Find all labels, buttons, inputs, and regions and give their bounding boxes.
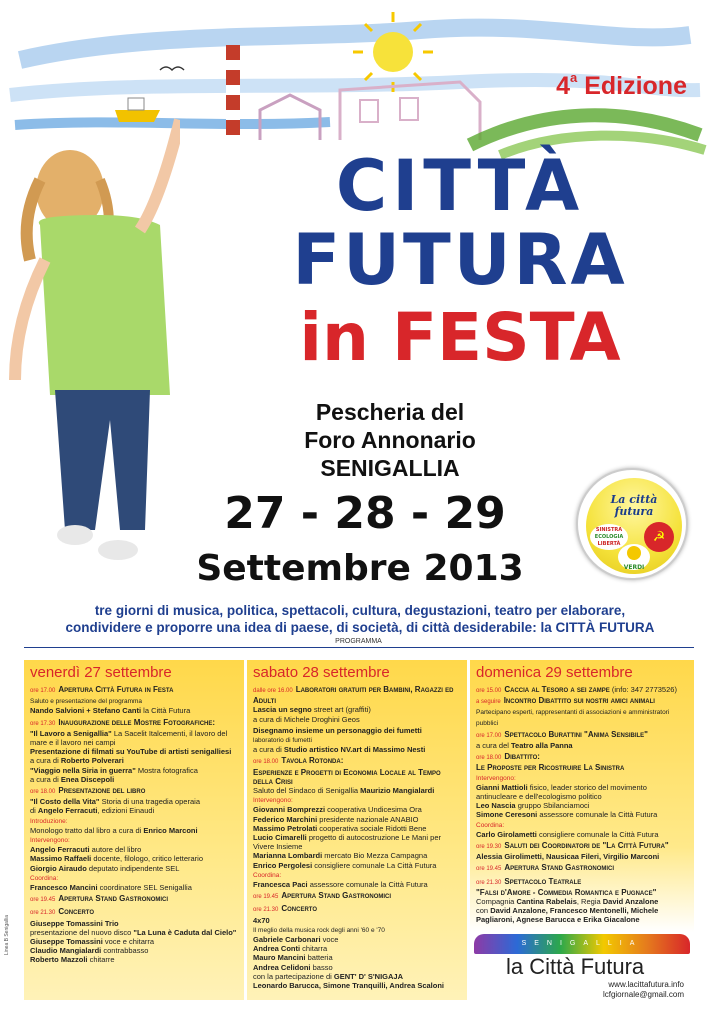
tagline-line-1: tre giorni di musica, politica, spettacoli, cultura, degustazioni, teatro per elaborare, [94,603,626,618]
entry-name: Enrico Pergolesi [253,860,313,870]
program-entry [476,820,688,830]
edition-suffix: a [570,70,578,85]
entry-heading: Le Proposte per Ricostruire La Sinistra [476,763,625,773]
entry-text: (info: 347 2773526) [609,685,677,694]
program-entry [30,854,238,863]
entry-time: ore 21.30 [476,879,502,886]
program-entry [253,972,461,981]
verdi-label: VERDI [623,564,645,571]
program-entry [30,845,238,854]
entry-heading: Concerto [58,907,95,917]
program-entry [476,730,688,741]
program-entry [30,946,238,955]
sel-line-1: SINISTRA [595,527,623,533]
entry-time: ore 18.00 [476,755,502,762]
entry-name: Claudio Mangialardi [30,946,102,956]
entry-text: , Regia [576,897,603,907]
program-entry [30,696,238,706]
entry-text: gruppo Sbilanciamoci [515,801,590,811]
entry-text: a cura di [30,774,61,784]
entry-time: ore 17.00 [30,688,56,694]
title-line-1: CITTÀ [335,145,585,227]
entry-text: Partecipano esperti, rappresentanti di associazioni e amministratori pubblici [476,709,670,727]
edition-word: Edizione [584,72,687,100]
program-entry [476,810,688,819]
program-entry [253,916,461,925]
program-entry [253,705,461,714]
entry-name: Giuseppe Tomassini Trio [30,918,119,928]
footer-contacts [603,980,684,1000]
program-entry [30,747,238,756]
entry-name: Leo Nascia [476,801,516,811]
entry-role: Intervengono: [476,774,516,782]
friday-day-heading: venerdì 27 settembre [30,664,172,681]
entry-name: David Anzalone [602,897,659,907]
program-entry [253,861,461,870]
program-entry [253,981,461,990]
program-entry [30,706,238,715]
program-divider [24,647,694,648]
entry-name: Marianna Lombardi [253,851,323,861]
program-entry [476,685,688,696]
program-entry [476,906,688,924]
entry-text: docente, filologo, critico letterario [91,854,204,864]
entry-heading: "Falsi d'Amore - Commedia Romantica e Pugnace" [476,887,657,897]
entry-name: Carlo Girolametti [476,829,537,839]
entry-heading: Apertura Stand Gastronomici [281,891,392,901]
entry-heading: Caccia al Tesoro a sei zampe [504,685,610,694]
entry-name: Enea Discepoli [60,774,115,784]
program-entry [476,830,688,839]
entry-name: Massimo Raffaeli [30,854,92,864]
entry-text: cooperativa Undicesima Ora [325,805,422,815]
entry-name: Angelo Ferracuti [37,806,98,816]
saturday-day-heading: sabato 28 settembre [253,664,390,681]
program-entry [253,805,461,814]
program-entry [476,752,688,763]
entry-text: contrabbasso [101,946,149,956]
program-entry [30,919,238,928]
entry-name: Federico Marchini [253,814,318,824]
program-entry [30,718,238,729]
entry-name: 4x70 [253,915,270,925]
printer-credit: Linea B Senigallia [4,914,10,955]
entry-text: voce [320,935,339,945]
logo-rainbow-band: SENIGALLIA [474,934,690,954]
program-entry [253,833,461,851]
entry-time: ore 17.00 [476,732,502,739]
program-entry [253,904,461,915]
entry-name: Massimo Petrolati [253,823,318,833]
program-entry [253,715,461,724]
entry-name: Roberto Polverari [60,756,124,766]
entry-text: assessore comunale la Città Futura [307,880,428,890]
program-entry [30,835,238,845]
entry-text: di [30,806,38,816]
title-line-3: in FESTA [299,299,621,376]
entry-role: Intervengono: [30,837,70,845]
entry-heading: Laboratori gratuiti per Bambini, Ragazzi ed Adulti [253,685,454,706]
program-entry [476,841,688,852]
program-entry [30,907,238,918]
entry-name: Nando Salvioni + Stefano Canti [30,706,142,716]
badge-title-line-2: futura [614,505,654,518]
entry-time: ore 19.30 [476,844,502,851]
entry-text: Compagnia [476,897,517,907]
entry-heading: Saluti dei Coordinatori de "La Città Futura" [504,841,669,851]
program-entry [253,815,461,824]
program-entry [476,741,688,750]
program-entry [476,707,688,727]
entry-heading: Dibattito: [504,752,540,762]
entry-text: con [476,906,491,916]
program-entry [253,963,461,972]
program-entry [30,894,238,905]
badge-title-line-1: La città [610,493,658,506]
entry-time: ore 19.45 [30,897,56,904]
program-entry [253,925,461,935]
entry-text: voce e chitarra [102,937,155,947]
program-entry [30,766,238,775]
program-entry [253,726,461,735]
entry-heading: Spettacolo Teatrale [504,876,582,886]
program-entry [253,735,461,745]
edition-label [556,72,687,101]
program-entry [253,944,461,953]
entry-text: , edizioni Einaudi [97,806,155,816]
entry-heading: Spettacolo Burattini "Anima Sensibile" [504,729,648,739]
program-entry [30,928,238,937]
entry-text: a cura di [253,745,284,755]
entry-text: a cura di Michele Droghini Geos [253,714,360,724]
entry-time: ore 21.30 [30,910,56,917]
saturday-column [247,660,467,1000]
program-entry [476,763,688,772]
entry-text: laboratorio di fumetti [253,737,312,745]
entry-time: ore 15.00 [476,688,502,694]
entry-text: consigliere comunale La Città Futura [312,860,437,870]
tagline [20,602,700,636]
friday-events [30,685,238,965]
entry-text: autore del libro [89,845,142,855]
program-entry [476,773,688,783]
program-entry [253,786,461,795]
entry-name: David Anzalone, Francesco Mentonelli, Michele Pagliaroni, Agnese Barucca e Erika Giacalone [476,906,659,925]
entry-time: ore 18.00 [30,789,56,796]
venue-block [230,398,550,482]
program-entry [30,797,238,806]
entry-text: Storia di una tragedia operaia [99,797,200,807]
entry-name: Simone Ceresoni [476,810,538,820]
entry-name: Giorgio Airaudo [30,863,87,873]
entry-heading: Esperienze e Progetti di Economia Locale al Tempo della Crisi [253,767,441,786]
entry-text: Mostra fotografica [135,765,198,775]
entry-name: "Viaggio nella Siria in guerra" [30,765,136,775]
footer-logo [470,930,694,1000]
program-entry [30,775,238,784]
entry-name: Mauro Mancini [253,953,306,963]
hammer-sickle-icon: ☭ [644,522,674,552]
entry-name: "La Luna è Caduta dal Cielo" [133,927,237,937]
entry-heading: Apertura Stand Gastronomici [504,863,615,873]
entry-text: a cura del [476,741,512,751]
program-entry [30,729,238,747]
entry-text: cooperativa sociale Ridotti Bene [317,823,427,833]
program-entry [253,768,461,786]
entry-name: "Il Costo della Vita" [30,797,100,807]
program-entry [476,852,688,861]
entry-name: Maurizio Mangialardi [360,786,435,796]
entry-name: "Il Lavoro a Senigallia" [30,728,112,738]
entry-role: Coordina: [476,821,505,829]
badge-inner [586,478,682,574]
saturday-events [253,685,461,990]
program-label: PROGRAMMA [335,638,382,645]
entry-time: ore 21.30 [253,907,279,914]
entry-role: Coordina: [30,874,59,882]
entry-text: la Città Futura [141,706,191,716]
entry-text: con la partecipazione di [253,971,334,981]
entry-text: La Sacelit Italcementi, il lavoro del mare e il lavoro nei campi [30,728,228,748]
entry-text: chitarra [300,944,328,954]
program-entry [476,783,688,801]
program-entry [476,801,688,810]
program-entry [30,955,238,964]
program-entry [476,897,688,906]
program-entry [253,880,461,889]
event-days: 27 - 28 - 29 [224,488,506,539]
entry-role: Intervengono: [253,797,293,805]
website-link[interactable]: www.lacittafutura.info [608,980,684,989]
entry-text: mercato Bio Mezza Campagna [322,851,428,861]
entry-text: basso [310,962,333,972]
friday-column [24,660,244,1000]
entry-text: assessore comunale la Città Futura [537,810,658,820]
entry-time: ore 17.30 [30,720,56,727]
entry-heading: Presentazione del libro [58,786,146,796]
entry-text: a cura di [30,756,61,766]
entry-text: presidente nazionale ANABIO [317,814,419,824]
entry-time: dalle ore 16.00 [253,688,293,694]
entry-name: Roberto Mazzoli [30,955,88,965]
program-entry [476,877,688,888]
venue-line-3: SENIGALLIA [320,455,460,481]
sun-icon [627,546,641,560]
program-entry [253,756,461,767]
program-entry [253,870,461,880]
entry-text: coordinatore SEL Senigallia [97,883,192,893]
title-line-2: FUTURA [292,219,628,301]
child-drawing-illustration [0,110,180,580]
entry-text: Il meglio della musica rock degli anni '60 e '70 [253,926,385,934]
event-month-year: Settembre 2013 [196,548,524,589]
entry-name: Francesca Paci [253,880,308,890]
program-entry [253,851,461,860]
entry-text: progetto di autocostruzione Le Mani per Vivere Insieme [253,833,442,852]
entry-text: batteria [305,953,333,963]
venue-line-1: Pescheria del [315,399,465,425]
entry-text: presentazione del nuovo disco [30,927,134,937]
entry-text: Monologo tratto dal libro a cura di [30,825,144,835]
entry-role: Coordina: [253,871,282,879]
program-entry [253,891,461,902]
entry-name: GENT' D' S'NIGAJA [333,971,403,981]
sunday-events [476,685,688,925]
program-entry [30,786,238,797]
entry-heading: Tavola Rotonda: [281,756,344,766]
entry-time: ore 18.00 [253,759,279,766]
entry-text: deputato indipendente SEL [86,863,180,873]
entry-name: Angelo Ferracuti [30,845,90,855]
program-entry [476,863,688,874]
program-entry [30,806,238,815]
entry-text: consigliere comunale la Città Futura [536,829,659,839]
entry-name: Teatro alla Panna [511,741,573,751]
edition-number: 4 [556,72,571,100]
entry-name: Giovanni Bomprezzi [253,805,326,815]
entry-name: Enrico Marconi [143,825,198,835]
entry-name: Leonardo Barucca, Simone Tranquilli, Andrea Scaloni [253,981,445,991]
entry-name: Gabriele Carbonari [253,935,321,945]
entry-name: Studio artistico NV.art di Massimo Nesti [283,745,426,755]
entry-name: Disegnamo insieme un personaggio dei fumetti [253,725,422,735]
venue-line-2: Foro Annonario [304,427,476,453]
entry-text: fisico, leader storico del movimento antinucleare e dell'ecologismo politico [476,782,647,802]
program-entry [30,883,238,892]
entry-heading: Inaugurazione delle Mostre Fotografiche: [58,717,216,727]
entry-name: Francesco Mancini [30,883,98,893]
program-entry [253,685,461,705]
entry-name: Andrea Conti [253,944,301,954]
program-entry [253,953,461,962]
program-entry [253,745,461,754]
program-entry [476,888,688,897]
party-logos-badge [576,468,688,580]
sel-line-3: LIBERTÀ [597,541,621,547]
entry-heading: Apertura Stand Gastronomici [58,894,169,904]
program-entry [253,935,461,944]
email-link[interactable]: lcfgiornale@gmail.com [602,990,684,999]
entry-text: Saluto e presentazione del programma [30,698,143,706]
entry-heading: Concerto [281,904,318,914]
verdi-logo [618,544,650,570]
entry-name: Giuseppe Tomassini [30,937,103,947]
program-entry [30,864,238,873]
sunday-day-heading: domenica 29 settembre [476,664,633,681]
entry-text: street art (graffiti) [311,705,371,715]
entry-name: Lucio Cimarelli [253,833,307,843]
sel-line-2: ECOLOGIA [594,534,624,540]
entry-text: Saluto del Sindaco di Senigallia [253,786,361,796]
program-entry [253,824,461,833]
program-entry [30,756,238,765]
badge-title [586,494,682,518]
entry-role: Introduzione: [30,817,68,825]
entry-time: a seguire [476,699,501,706]
entry-name: Cantina Rabelais [516,897,577,907]
entry-name: Presentazione di filmati su YouTube di artisti senigalliesi [30,747,232,757]
program-entry [30,816,238,826]
program-entry [476,696,688,707]
program-entry [30,937,238,946]
entry-name: Alessia Girolimetti, Nausicaa Fileri, Virgilio Marconi [476,852,660,862]
entry-name: Andrea Celidoni [253,962,311,972]
entry-time: ore 19.45 [253,894,279,901]
program-entry [30,873,238,883]
entry-text: chitarre [87,955,115,965]
program-entry [30,685,238,696]
tagline-line-2: condividere e proporre una idea di paese, di società, di città desiderabile: la CITTÀ FUTURA [65,620,655,635]
entry-time: ore 19.45 [476,866,502,873]
program-entry [30,826,238,835]
entry-name: Lascia un segno [253,705,312,715]
program-entry [253,795,461,805]
entry-heading: Incontro Dibattito sui nostri amici animali [503,696,655,706]
entry-heading: Apertura Città Futura in Festa [58,685,174,694]
logo-text: la Città Futura [506,954,645,979]
entry-name: Gianni Mattioli [476,782,528,792]
